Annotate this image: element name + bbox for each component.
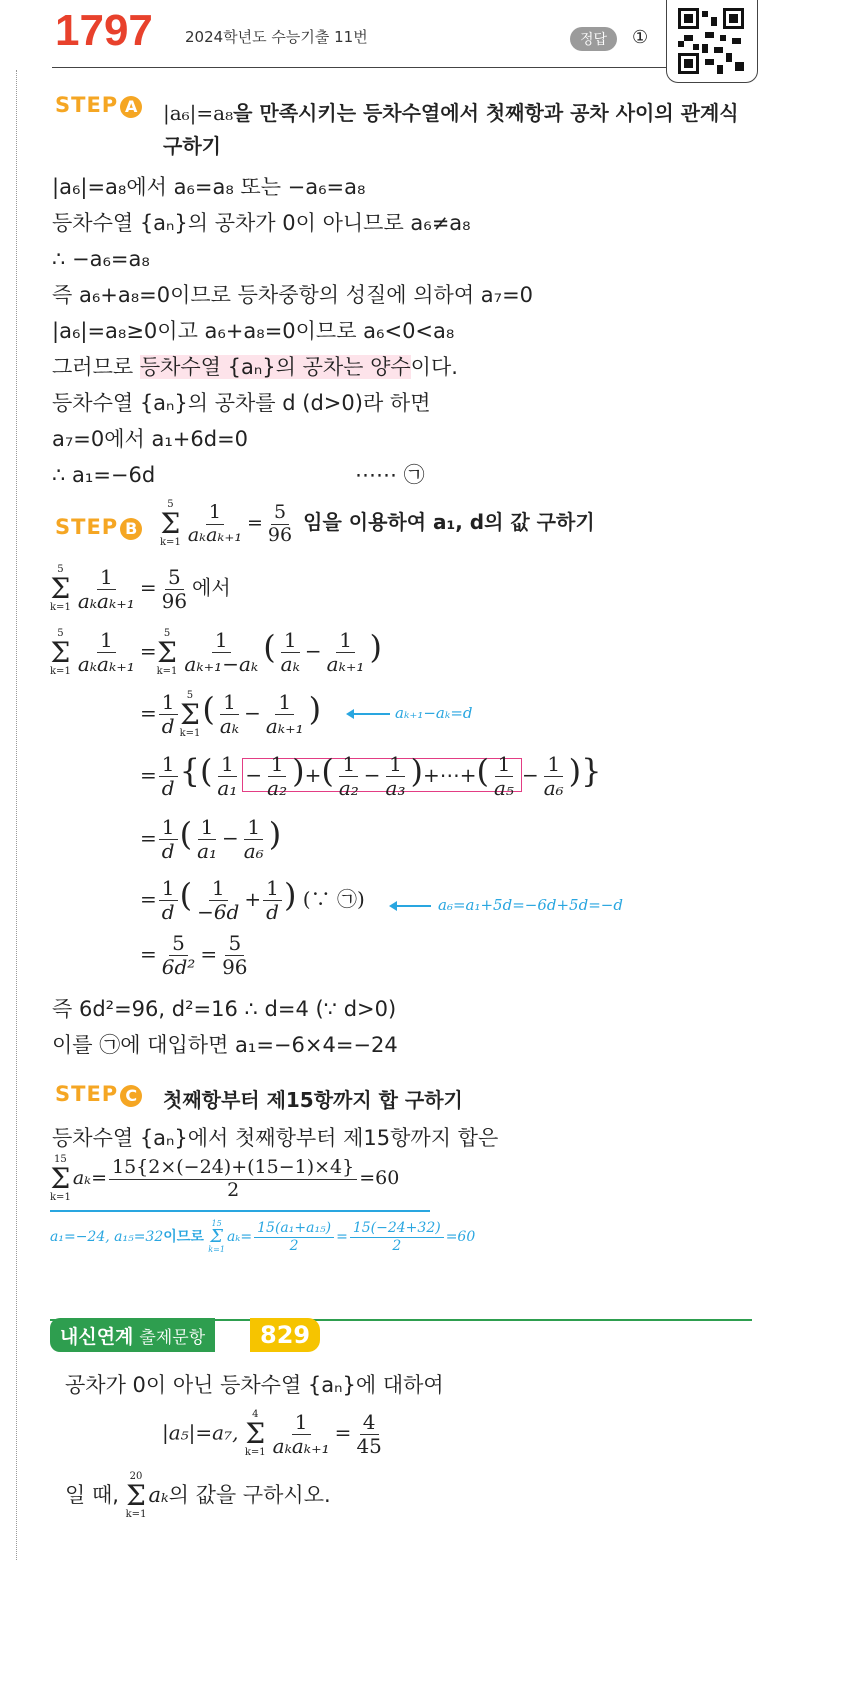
related-number[interactable]: 829	[250, 1318, 320, 1352]
step-b-eq7: = $\frac{5}{\text{6d²}}$ = $\frac{5}{96}$	[140, 931, 248, 979]
step-b-title: 5 Σ k=1 $\frac{1}{\text{aₖaₖ₊₁}}$ = $\frac{5}{96}$ 임을 이용하여 a₁, d의 값 구하기	[160, 499, 595, 548]
step-a-title-line2: 구하기	[163, 134, 221, 158]
step-b-title-rhs: $\frac{5}{96}$	[267, 500, 293, 546]
step-b-heading	[55, 515, 142, 540]
related-line-1: 공차가 0이 아닌 등차수열 {aₙ}에 대하여	[65, 1373, 444, 1397]
qr-code-icon[interactable]	[678, 8, 744, 78]
note-arrowhead-1	[346, 709, 354, 719]
step-a-line-9-tag: ⋯⋯ ㉠	[355, 463, 425, 487]
step-a-line-6-pre: 그러므로	[52, 355, 140, 379]
step-a-title-math: |a₆|=a₈	[163, 101, 234, 125]
step-b-note-1: aₖ₊₁−aₖ=d	[395, 704, 473, 722]
step-a-line-6-post: 이다.	[410, 355, 458, 379]
step-c-underline	[50, 1210, 430, 1212]
step-a-line-4: 즉 a₆+a₈=0이므로 등차중항의 성질에 의하여 a₇=0	[52, 283, 534, 307]
related-line-3: 일 때, 20 Σ k=1 aₖ의 값을 구하시오.	[65, 1471, 331, 1520]
step-a-line-8: a₇=0에서 a₁+6d=0	[52, 427, 249, 451]
step-a-title-line1	[163, 97, 739, 126]
source-label: 2024학년도 수능기출 11번	[185, 28, 368, 46]
note-arrowhead-2	[389, 901, 397, 911]
step-c-heading	[55, 1082, 142, 1107]
step-b-title-frac: $\frac{1}{\text{aₖaₖ₊₁}}$	[187, 500, 242, 546]
problem-number: 1797	[55, 6, 153, 55]
step-c-note: a₁=−24, a₁₅=32이므로 15 Σ k=1 aₖ= $\frac{\text{15(a₁+a₁₅)}}{2}$ = $\frac{15(-24+32)}{2}$ =60	[50, 1219, 476, 1254]
step-b-eq1: 5 Σ k=1 $\frac{1}{\text{aₖaₖ₊₁}}$ = $\frac{5}{96}$ 에서	[50, 564, 231, 613]
step-c-badge: C	[120, 1085, 142, 1107]
step-c-label: STEP	[55, 1082, 119, 1106]
step-a-line-5: |a₆|=a₈≥0이고 a₆+a₈=0이므로 a₆<0<a₈	[52, 319, 455, 343]
step-b-eq5: = $\frac{1}{d}$ ( $\frac{1}{\text{a₁}}$ − $\frac{1}{\text{a₆}}$ )	[140, 815, 282, 863]
note-arrow-2	[393, 905, 431, 907]
step-a-line-6-highlight: 등차수열 {aₙ}의 공차는 양수	[139, 355, 411, 379]
step-b-badge: B	[120, 518, 142, 540]
step-a-line-7: 등차수열 {aₙ}의 공차를 d (d>0)라 하면	[52, 391, 431, 415]
step-c-eq: 15 Σ k=1 aₖ= $\frac{15\{2\times(-24)+(15-1)\times 4\}}{2}$ =60	[50, 1154, 400, 1203]
step-a-line-9: ∴ a₁=−6d	[52, 463, 156, 487]
cancel-box: − $\frac{1}{\text{a₂}}$ )+( $\frac{1}{\text{a₂}}$ − $\frac{1}{\text{a₃}}$ )+⋯+( $\frac{1}{\text{a₅}}$	[242, 758, 522, 792]
step-b-label: STEP	[55, 515, 119, 539]
sigma-symbol: 5 Σ k=1	[160, 499, 181, 548]
step-a-label: STEP	[55, 93, 119, 117]
related-label-bold: 내신연계	[60, 1325, 134, 1348]
step-b-eq3: = $\frac{1}{d}$ 5 Σ k=1 ( $\frac{1}{\text{aₖ}}$ − $\frac{1}{\text{aₖ₊₁}}$ )	[140, 689, 322, 739]
step-a-line-2: 등차수열 {aₙ}의 공차가 0이 아니므로 a₆≠a₈	[52, 211, 471, 235]
step-b-eq2: 5 Σ k=1 $\frac{1}{\text{aₖaₖ₊₁}}$ = 5 Σ k=1 $\frac{1}{\text{aₖ₊₁−aₖ}}$ ( $\frac{1}{\text{aₖ}}$ − $\frac{1}{\text{aₖ₊₁}}$ )	[50, 627, 382, 677]
step-a-badge: A	[120, 96, 142, 118]
header-rule	[52, 67, 672, 68]
step-a-line-1: |a₆|=a₈에서 a₆=a₈ 또는 −a₆=a₈	[52, 175, 366, 199]
step-b-line-after-1: 즉 6d²=96, d²=16 ∴ d=4 (∵ d>0)	[52, 997, 397, 1021]
note-arrow-1	[350, 713, 390, 715]
step-b-title-text: 임을 이용하여 a₁, d의 값 구하기	[303, 510, 595, 534]
answer-badge: 정답	[570, 27, 617, 51]
margin-line	[16, 70, 17, 1560]
step-b-eq4: = $\frac{1}{d}$ {( $\frac{1}{\text{a₁}}$ − $\frac{1}{\text{a₂}}$ )+( $\frac{1}{\text{a₂}}$ − $\frac{1}{\text{a₃}}$ )+⋯+( $\frac{1}{\text{a₅}}$ − $\frac{1}{\text{a₆}}$ )}	[140, 752, 602, 800]
step-a-line-3: ∴ −a₆=a₈	[52, 247, 150, 271]
related-banner	[50, 1318, 215, 1352]
step-b-note-2: a₆=a₁+5d=−6d+5d=−d	[438, 896, 623, 914]
related-label-rest: 출제문항	[139, 1327, 206, 1348]
step-a-line-6	[52, 352, 458, 382]
step-b-line-after-2: 이를 ㉠에 대입하면 a₁=−6×4=−24	[52, 1033, 398, 1057]
step-c-title: 첫째항부터 제15항까지 합 구하기	[163, 1088, 463, 1112]
step-c-line-1: 등차수열 {aₙ}에서 첫째항부터 제15항까지 합은	[52, 1126, 499, 1150]
step-b-eq6: = $\frac{1}{d}$ ( $\frac{1}{-6d}$ + $\frac{1}{d}$ ) (∵ ㉠)	[140, 876, 365, 924]
answer-value: ①	[632, 27, 649, 48]
related-condition: |a₅|=a₇, 4 Σ k=1 $\frac{1}{\text{aₖaₖ₊₁}}$ = $\frac{4}{45}$	[162, 1409, 382, 1458]
step-a-title-text: 을 만족시키는 등차수열에서 첫째항과 공차 사이의 관계식	[233, 101, 739, 125]
step-a-heading	[55, 93, 142, 118]
